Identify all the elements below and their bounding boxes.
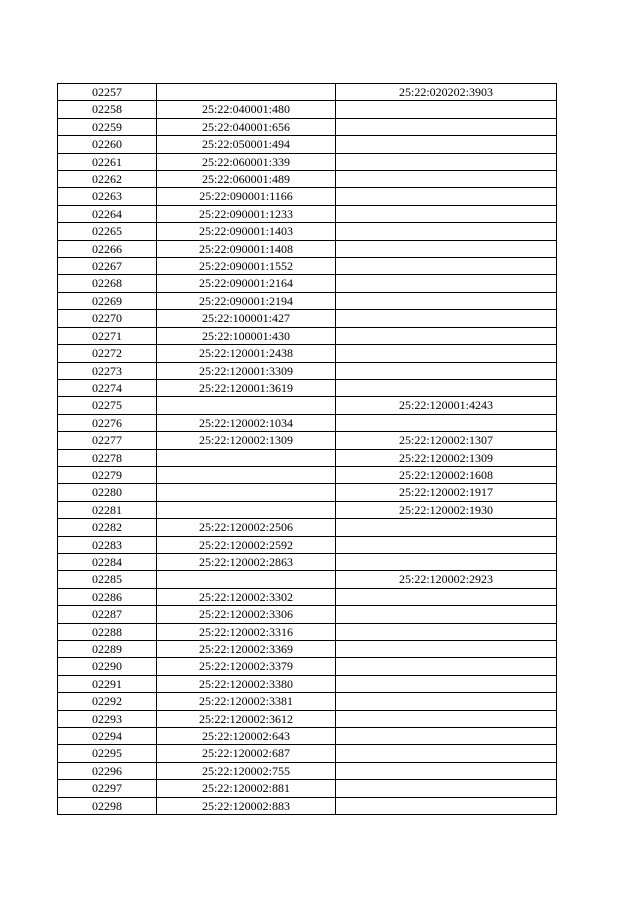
cadastral-number-cell: 25:22:100001:430 bbox=[157, 327, 336, 344]
alt-cadastral-number-cell: 25:22:020202:3903 bbox=[336, 84, 557, 101]
alt-cadastral-number-cell: 25:22:120002:1917 bbox=[336, 484, 557, 501]
alt-cadastral-number-cell bbox=[336, 797, 557, 814]
table-row bbox=[58, 258, 557, 275]
row-number-cell: 02272 bbox=[58, 345, 157, 362]
alt-cadastral-number-cell: 25:22:120002:1307 bbox=[336, 432, 557, 449]
table-row bbox=[58, 606, 557, 623]
table-row bbox=[58, 519, 557, 536]
row-number-cell: 02263 bbox=[58, 188, 157, 205]
table-row bbox=[58, 658, 557, 675]
cadastral-number-cell: 25:22:120002:3381 bbox=[157, 693, 336, 710]
table-row bbox=[58, 641, 557, 658]
table-row bbox=[58, 362, 557, 379]
row-number-cell: 02275 bbox=[58, 397, 157, 414]
cadastral-number-cell: 25:22:120002:2592 bbox=[157, 536, 336, 553]
table-row bbox=[58, 780, 557, 797]
alt-cadastral-number-cell bbox=[336, 606, 557, 623]
table-row bbox=[58, 118, 557, 135]
cadastral-number-cell: 25:22:120002:3369 bbox=[157, 641, 336, 658]
alt-cadastral-number-cell: 25:22:120002:1930 bbox=[336, 501, 557, 518]
alt-cadastral-number-cell bbox=[336, 188, 557, 205]
alt-cadastral-number-cell bbox=[336, 780, 557, 797]
alt-cadastral-number-cell bbox=[336, 327, 557, 344]
row-number-cell: 02260 bbox=[58, 136, 157, 153]
cadastral-number-cell bbox=[157, 571, 336, 588]
row-number-cell: 02286 bbox=[58, 588, 157, 605]
row-number-cell: 02258 bbox=[58, 101, 157, 118]
row-number-cell: 02265 bbox=[58, 223, 157, 240]
cadastral-number-cell: 25:22:120002:2506 bbox=[157, 519, 336, 536]
alt-cadastral-number-cell bbox=[336, 658, 557, 675]
cadastral-number-cell: 25:22:120002:3316 bbox=[157, 623, 336, 640]
table-row bbox=[58, 762, 557, 779]
cadastral-number-cell: 25:22:120002:3306 bbox=[157, 606, 336, 623]
row-number-cell: 02288 bbox=[58, 623, 157, 640]
cadastral-number-cell: 25:22:120001:3619 bbox=[157, 379, 336, 396]
cadastral-number-cell: 25:22:060001:489 bbox=[157, 171, 336, 188]
row-number-cell: 02294 bbox=[58, 728, 157, 745]
alt-cadastral-number-cell bbox=[336, 641, 557, 658]
row-number-cell: 02268 bbox=[58, 275, 157, 292]
row-number-cell: 02267 bbox=[58, 258, 157, 275]
cadastral-number-cell: 25:22:090001:1552 bbox=[157, 258, 336, 275]
table-row bbox=[58, 675, 557, 692]
cadastral-number-cell: 25:22:090001:1408 bbox=[157, 240, 336, 257]
row-number-cell: 02281 bbox=[58, 501, 157, 518]
cadastral-number-cell: 25:22:120002:3612 bbox=[157, 710, 336, 727]
cadastral-number-cell: 25:22:120002:755 bbox=[157, 762, 336, 779]
alt-cadastral-number-cell bbox=[336, 362, 557, 379]
cadastral-number-cell bbox=[157, 84, 336, 101]
alt-cadastral-number-cell bbox=[336, 223, 557, 240]
row-number-cell: 02296 bbox=[58, 762, 157, 779]
row-number-cell: 02259 bbox=[58, 118, 157, 135]
alt-cadastral-number-cell bbox=[336, 588, 557, 605]
table-row bbox=[58, 84, 557, 101]
table-row bbox=[58, 379, 557, 396]
cadastral-number-cell: 25:22:120002:1034 bbox=[157, 414, 336, 431]
row-number-cell: 02292 bbox=[58, 693, 157, 710]
row-number-cell: 02262 bbox=[58, 171, 157, 188]
cadastral-number-cell bbox=[157, 484, 336, 501]
table-row bbox=[58, 205, 557, 222]
cadastral-number-cell: 25:22:060001:339 bbox=[157, 153, 336, 170]
row-number-cell: 02276 bbox=[58, 414, 157, 431]
alt-cadastral-number-cell: 25:22:120002:2923 bbox=[336, 571, 557, 588]
table-row bbox=[58, 623, 557, 640]
cadastral-number-cell: 25:22:100001:427 bbox=[157, 310, 336, 327]
cadastral-number-cell: 25:22:120002:881 bbox=[157, 780, 336, 797]
alt-cadastral-number-cell bbox=[336, 762, 557, 779]
alt-cadastral-number-cell bbox=[336, 205, 557, 222]
cadastral-number-cell: 25:22:090001:1166 bbox=[157, 188, 336, 205]
row-number-cell: 02279 bbox=[58, 466, 157, 483]
table-row bbox=[58, 553, 557, 570]
row-number-cell: 02284 bbox=[58, 553, 157, 570]
table-row bbox=[58, 171, 557, 188]
cadastral-number-cell: 25:22:120002:1309 bbox=[157, 432, 336, 449]
table-row bbox=[58, 310, 557, 327]
cadastral-number-cell: 25:22:120002:3302 bbox=[157, 588, 336, 605]
alt-cadastral-number-cell bbox=[336, 101, 557, 118]
table-row bbox=[58, 449, 557, 466]
row-number-cell: 02271 bbox=[58, 327, 157, 344]
cadastral-number-cell bbox=[157, 449, 336, 466]
table-row bbox=[58, 188, 557, 205]
cadastral-number-cell: 25:22:120001:3309 bbox=[157, 362, 336, 379]
cadastral-number-cell: 25:22:090001:1403 bbox=[157, 223, 336, 240]
alt-cadastral-number-cell bbox=[336, 553, 557, 570]
row-number-cell: 02298 bbox=[58, 797, 157, 814]
row-number-cell: 02270 bbox=[58, 310, 157, 327]
table-row bbox=[58, 797, 557, 814]
table-row bbox=[58, 432, 557, 449]
table-body bbox=[58, 84, 557, 815]
row-number-cell: 02297 bbox=[58, 780, 157, 797]
alt-cadastral-number-cell bbox=[336, 258, 557, 275]
cadastral-number-cell: 25:22:040001:480 bbox=[157, 101, 336, 118]
cadastral-number-cell: 25:22:120002:687 bbox=[157, 745, 336, 762]
cadastral-number-cell: 25:22:120002:643 bbox=[157, 728, 336, 745]
cadastral-number-cell bbox=[157, 466, 336, 483]
table-row bbox=[58, 397, 557, 414]
cadastral-number-cell: 25:22:090001:1233 bbox=[157, 205, 336, 222]
row-number-cell: 02287 bbox=[58, 606, 157, 623]
alt-cadastral-number-cell bbox=[336, 693, 557, 710]
row-number-cell: 02293 bbox=[58, 710, 157, 727]
row-number-cell: 02295 bbox=[58, 745, 157, 762]
cadastral-number-cell: 25:22:120002:883 bbox=[157, 797, 336, 814]
alt-cadastral-number-cell bbox=[336, 171, 557, 188]
alt-cadastral-number-cell bbox=[336, 379, 557, 396]
alt-cadastral-number-cell bbox=[336, 710, 557, 727]
cadastral-number-cell: 25:22:040001:656 bbox=[157, 118, 336, 135]
alt-cadastral-number-cell bbox=[336, 345, 557, 362]
table-row bbox=[58, 345, 557, 362]
row-number-cell: 02273 bbox=[58, 362, 157, 379]
alt-cadastral-number-cell bbox=[336, 745, 557, 762]
table-row bbox=[58, 710, 557, 727]
table-row bbox=[58, 275, 557, 292]
alt-cadastral-number-cell bbox=[336, 536, 557, 553]
table-row bbox=[58, 588, 557, 605]
table-row bbox=[58, 327, 557, 344]
table-row bbox=[58, 501, 557, 518]
cadastral-number-cell: 25:22:120002:2863 bbox=[157, 553, 336, 570]
table-row bbox=[58, 466, 557, 483]
alt-cadastral-number-cell: 25:22:120001:4243 bbox=[336, 397, 557, 414]
row-number-cell: 02282 bbox=[58, 519, 157, 536]
row-number-cell: 02290 bbox=[58, 658, 157, 675]
cadastral-number-cell: 25:22:090001:2194 bbox=[157, 292, 336, 309]
table-row bbox=[58, 728, 557, 745]
alt-cadastral-number-cell bbox=[336, 414, 557, 431]
table-row bbox=[58, 101, 557, 118]
table-row bbox=[58, 745, 557, 762]
row-number-cell: 02291 bbox=[58, 675, 157, 692]
cadastral-number-cell bbox=[157, 501, 336, 518]
alt-cadastral-number-cell bbox=[336, 675, 557, 692]
cadastral-number-cell: 25:22:050001:494 bbox=[157, 136, 336, 153]
table-row bbox=[58, 693, 557, 710]
row-number-cell: 02257 bbox=[58, 84, 157, 101]
alt-cadastral-number-cell bbox=[336, 310, 557, 327]
row-number-cell: 02274 bbox=[58, 379, 157, 396]
table-row bbox=[58, 136, 557, 153]
table-row bbox=[58, 153, 557, 170]
alt-cadastral-number-cell: 25:22:120002:1309 bbox=[336, 449, 557, 466]
row-number-cell: 02280 bbox=[58, 484, 157, 501]
cadastral-number-cell bbox=[157, 397, 336, 414]
cadastral-number-cell: 25:22:120001:2438 bbox=[157, 345, 336, 362]
cadastral-table bbox=[57, 83, 557, 815]
alt-cadastral-number-cell bbox=[336, 275, 557, 292]
alt-cadastral-number-cell bbox=[336, 623, 557, 640]
cadastral-number-cell: 25:22:120002:3379 bbox=[157, 658, 336, 675]
alt-cadastral-number-cell bbox=[336, 519, 557, 536]
table-row bbox=[58, 571, 557, 588]
alt-cadastral-number-cell bbox=[336, 118, 557, 135]
alt-cadastral-number-cell bbox=[336, 240, 557, 257]
table-row bbox=[58, 240, 557, 257]
row-number-cell: 02264 bbox=[58, 205, 157, 222]
row-number-cell: 02266 bbox=[58, 240, 157, 257]
table-row bbox=[58, 223, 557, 240]
row-number-cell: 02289 bbox=[58, 641, 157, 658]
cadastral-number-cell: 25:22:120002:3380 bbox=[157, 675, 336, 692]
table-row bbox=[58, 414, 557, 431]
alt-cadastral-number-cell bbox=[336, 153, 557, 170]
row-number-cell: 02283 bbox=[58, 536, 157, 553]
table-row bbox=[58, 536, 557, 553]
alt-cadastral-number-cell bbox=[336, 728, 557, 745]
alt-cadastral-number-cell bbox=[336, 292, 557, 309]
table-row bbox=[58, 292, 557, 309]
row-number-cell: 02285 bbox=[58, 571, 157, 588]
row-number-cell: 02261 bbox=[58, 153, 157, 170]
alt-cadastral-number-cell: 25:22:120002:1608 bbox=[336, 466, 557, 483]
row-number-cell: 02277 bbox=[58, 432, 157, 449]
alt-cadastral-number-cell bbox=[336, 136, 557, 153]
cadastral-number-cell: 25:22:090001:2164 bbox=[157, 275, 336, 292]
table-row bbox=[58, 484, 557, 501]
row-number-cell: 02269 bbox=[58, 292, 157, 309]
row-number-cell: 02278 bbox=[58, 449, 157, 466]
